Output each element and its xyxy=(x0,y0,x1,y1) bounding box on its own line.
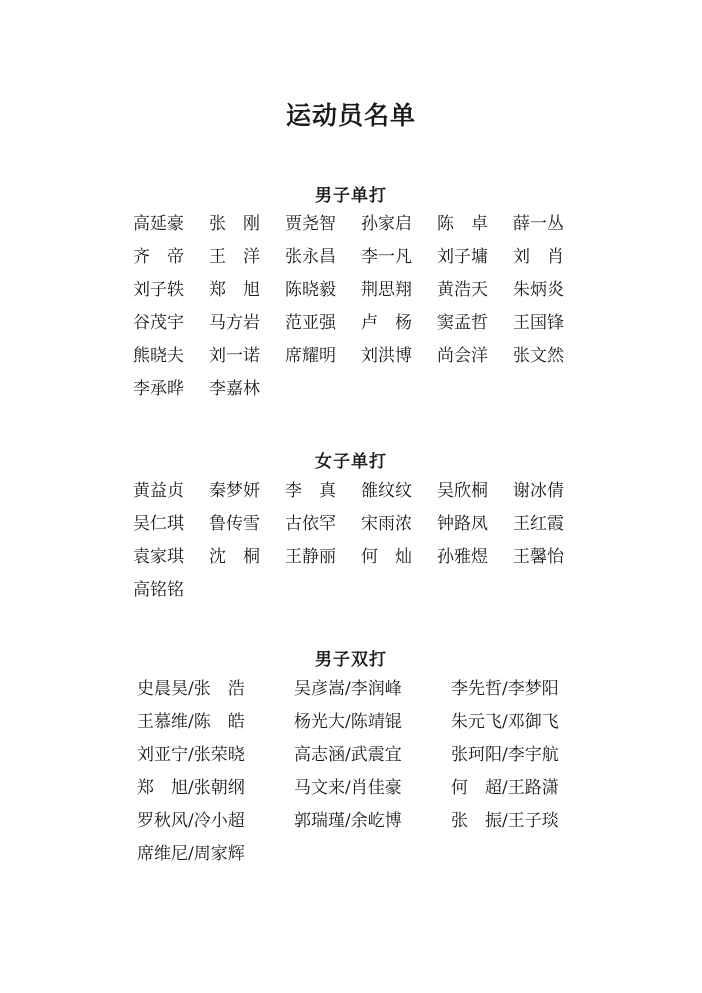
athlete-name: 高延豪 xyxy=(133,214,184,234)
athlete-name: 刘子墉 xyxy=(437,247,488,267)
athlete-name: 雒纹纹 xyxy=(361,481,412,501)
section-heading-mens-singles: 男子单打 xyxy=(315,186,387,206)
athlete-name: 熊晓夫 xyxy=(133,346,184,366)
pair-name: 王慕维/陈 皓 xyxy=(137,712,245,732)
athlete-name: 李一凡 xyxy=(361,247,412,267)
athlete-name: 王静丽 xyxy=(285,547,336,567)
athlete-name: 张文然 xyxy=(513,346,564,366)
athlete-name: 高铭铭 xyxy=(133,580,184,600)
pair-name: 罗秋风/冷小超 xyxy=(137,811,245,831)
athlete-name: 张永昌 xyxy=(285,247,336,267)
pair-name: 杨光大/陈靖锟 xyxy=(294,712,402,732)
athlete-name: 卢 杨 xyxy=(361,313,412,333)
page-title: 运动员名单 xyxy=(285,101,416,130)
athlete-name: 谢冰倩 xyxy=(513,481,564,501)
athlete-name: 李承晔 xyxy=(133,379,184,399)
athlete-name: 古依罕 xyxy=(285,514,336,534)
athlete-name: 孙雅煜 xyxy=(437,547,488,567)
athlete-name: 范亚强 xyxy=(285,313,336,333)
athlete-name: 齐 帝 xyxy=(133,247,184,267)
athlete-name: 宋雨浓 xyxy=(361,514,412,534)
athlete-name: 王国锋 xyxy=(513,313,564,333)
athlete-name: 陈晓毅 xyxy=(285,280,336,300)
athlete-name: 贾尧智 xyxy=(285,214,336,234)
athlete-name: 钟路凤 xyxy=(437,514,488,534)
pair-name: 刘亚宁/张荣晓 xyxy=(137,745,245,765)
athlete-name: 李 真 xyxy=(285,481,336,501)
pair-name: 李先哲/李梦阳 xyxy=(451,679,559,699)
pair-name: 郑 旭/张朝纲 xyxy=(137,778,245,798)
pair-name: 马文来/肖佳豪 xyxy=(294,778,402,798)
athlete-name: 席耀明 xyxy=(285,346,336,366)
mens-singles-list xyxy=(133,213,589,411)
athlete-name: 谷茂宇 xyxy=(133,313,184,333)
athlete-name: 秦梦妍 xyxy=(209,481,260,501)
mens-doubles-list xyxy=(137,678,608,876)
pair-name: 吴彦嵩/李润峰 xyxy=(294,679,402,699)
pair-name: 史晨昊/张 浩 xyxy=(137,679,245,699)
section-heading-womens-singles: 女子单打 xyxy=(315,452,387,472)
athlete-name: 薛一丛 xyxy=(513,214,564,234)
athlete-name: 王馨怡 xyxy=(513,547,564,567)
athlete-name: 郑 旭 xyxy=(209,280,260,300)
athlete-name: 吴仁琪 xyxy=(133,514,184,534)
athlete-name: 朱炳炎 xyxy=(513,280,564,300)
athlete-name: 荆思翔 xyxy=(361,280,412,300)
athlete-name: 刘 肖 xyxy=(513,247,564,267)
athlete-name: 沈 桐 xyxy=(209,547,260,567)
athlete-name: 李嘉林 xyxy=(209,379,260,399)
womens-singles-list xyxy=(133,480,589,612)
athlete-name: 窦孟哲 xyxy=(437,313,488,333)
athlete-name: 刘一诺 xyxy=(209,346,260,366)
athlete-name: 尚会洋 xyxy=(437,346,488,366)
athlete-name: 张 刚 xyxy=(209,214,260,234)
athlete-name: 鲁传雪 xyxy=(209,514,260,534)
pair-name: 张 振/王子琰 xyxy=(451,811,559,831)
athlete-name: 陈 卓 xyxy=(437,214,488,234)
pair-name: 席维尼/周家辉 xyxy=(137,844,245,864)
athlete-name: 黄浩天 xyxy=(437,280,488,300)
athlete-name: 刘子轶 xyxy=(133,280,184,300)
athlete-name: 王红霞 xyxy=(513,514,564,534)
pair-name: 何 超/王路潇 xyxy=(451,778,559,798)
athlete-name: 黄益贞 xyxy=(133,481,184,501)
athlete-name: 刘洪博 xyxy=(361,346,412,366)
pair-name: 朱元飞/邓御飞 xyxy=(451,712,559,732)
pair-name: 张珂阳/李宇航 xyxy=(451,745,559,765)
athlete-name: 何 灿 xyxy=(361,547,412,567)
athlete-name: 吴欣桐 xyxy=(437,481,488,501)
athlete-name: 孙家启 xyxy=(361,214,412,234)
athlete-name: 马方岩 xyxy=(209,313,260,333)
section-heading-mens-doubles: 男子双打 xyxy=(315,650,387,670)
athlete-name: 袁家琪 xyxy=(133,547,184,567)
pair-name: 高志涵/武震宜 xyxy=(294,745,402,765)
athlete-name: 王 洋 xyxy=(209,247,260,267)
pair-name: 郭瑞瑾/余屹博 xyxy=(294,811,402,831)
